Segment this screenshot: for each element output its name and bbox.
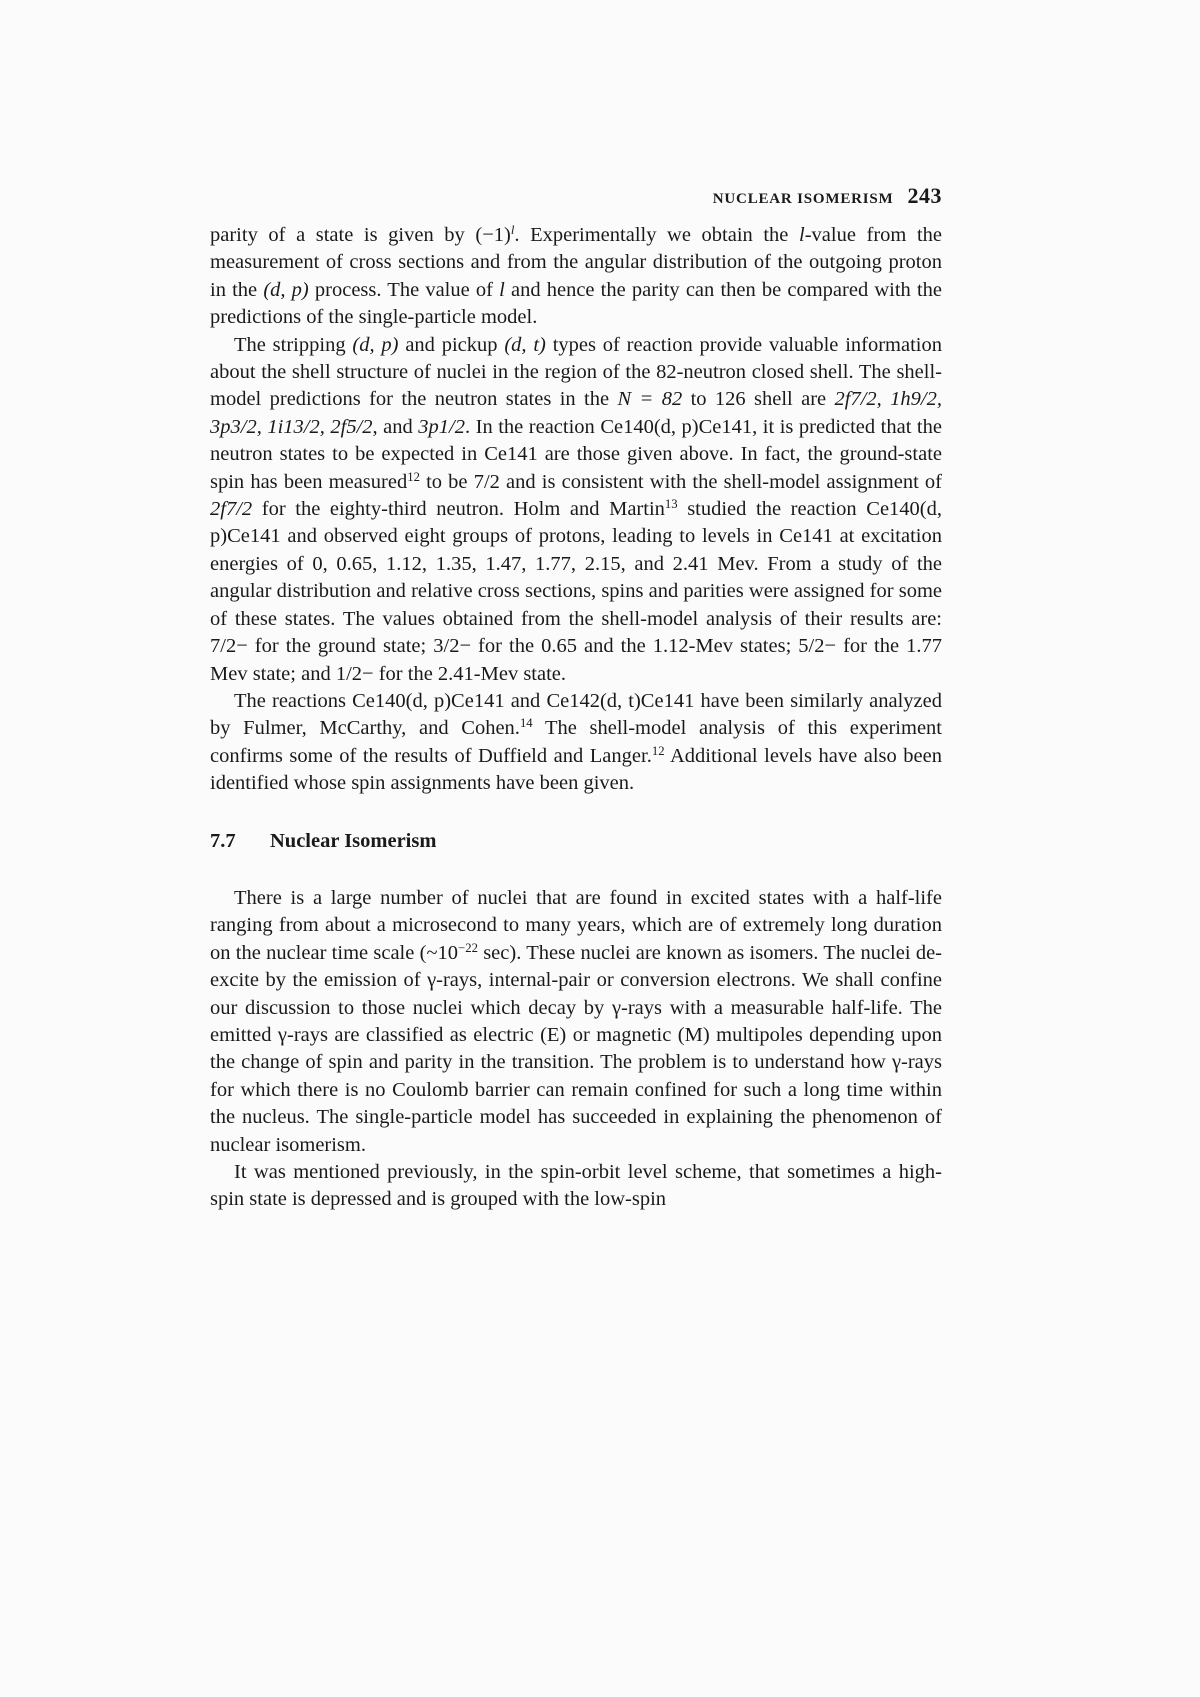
- paragraph: It was mentioned previously, in the spin-orbit level scheme, that sometimes a high-spin state is depressed and is grouped with the low-spin: [210, 1161, 942, 1211]
- paragraph: The reactions Ce140(d, p)Ce141 and Ce142(d, t)Ce141 have been similarly analyzed by Fulmer, McCarthy, and Cohen.$^{14}$ The shell-model analysis of this experiment confirms some of the results of Duffield and Langer.$^{12}$ Additional levels have also been identified whose spin assignments have been given.: [210, 689, 942, 795]
- section-number: 7.7: [210, 829, 236, 852]
- running-head: [210, 183, 942, 209]
- paragraph: There is a large number of nuclei that are found in excited states with a half-life ranging from about a microsecond to many years, which are of extremely long duration on the nuclear time scale ($\sim 10^{-22}$ sec). These nuclei are known as isomers. The nuclei de-excite by the emission of γ-rays, internal-pair or conversion electrons. We shall confine our discussion to those nuclei which decay by γ-rays with a measurable half-life. The emitted γ-rays are classified as electric (E) or magnetic (M) multipoles depending upon the change of spin and parity in the transition. The problem is to understand how γ-rays for which there is no Coulomb barrier can remain confined for such a long time within the nucleus. The single-particle model has succeeded in explaining the phenomenon of nuclear isomerism.: [210, 886, 942, 1156]
- page-number: 243: [907, 183, 942, 208]
- section-title: Nuclear Isomerism: [270, 829, 437, 852]
- running-head-title: NUCLEAR ISOMERISM: [712, 191, 894, 207]
- section-heading: [210, 828, 942, 855]
- paragraph: The stripping (d, p) and pickup (d, t) types of reaction provide valuable information about the shell structure of nuclei in the region of the 82-neutron closed shell. The shell-model predictions for the neutron states in the N = 82 to 126 shell are 2f7/2, 1h9/2, 3p3/2, 1i13/2, 2f5/2, and 3p1/2. In the reaction Ce140(d, p)Ce141, it is predicted that the neutron states to be expected in Ce141 are those given above. In fact, the ground-state spin has been measured$^{12}$ to be 7/2 and is consistent with the shell-model assignment of 2f7/2 for the eighty-third neutron. Holm and Martin$^{13}$ studied the reaction Ce140(d, p)Ce141 and observed eight groups of protons, leading to levels in Ce141 at excitation energies of 0, 0.65, 1.12, 1.35, 1.47, 1.77, 2.15, and 2.41 Mev. From a study of the angular distribution and relative cross sections, spins and parities were assigned for some of these states. The values obtained from the shell-model analysis of their results are: 7/2− for the ground state; 3/2− for the 0.65 and the 1.12-Mev states; 5/2− for the 1.77 Mev state; and 1/2− for the 2.41-Mev state.: [210, 333, 942, 685]
- paragraph: parity of a state is given by $(-1)^l$. Experimentally we obtain the l-value from the measurement of cross sections and from the angular distribution of the outgoing proton in the (d, p) process. The value of l and hence the parity can then be compared with the predictions of the single-particle model.: [210, 223, 943, 329]
- body-text: [210, 222, 942, 1214]
